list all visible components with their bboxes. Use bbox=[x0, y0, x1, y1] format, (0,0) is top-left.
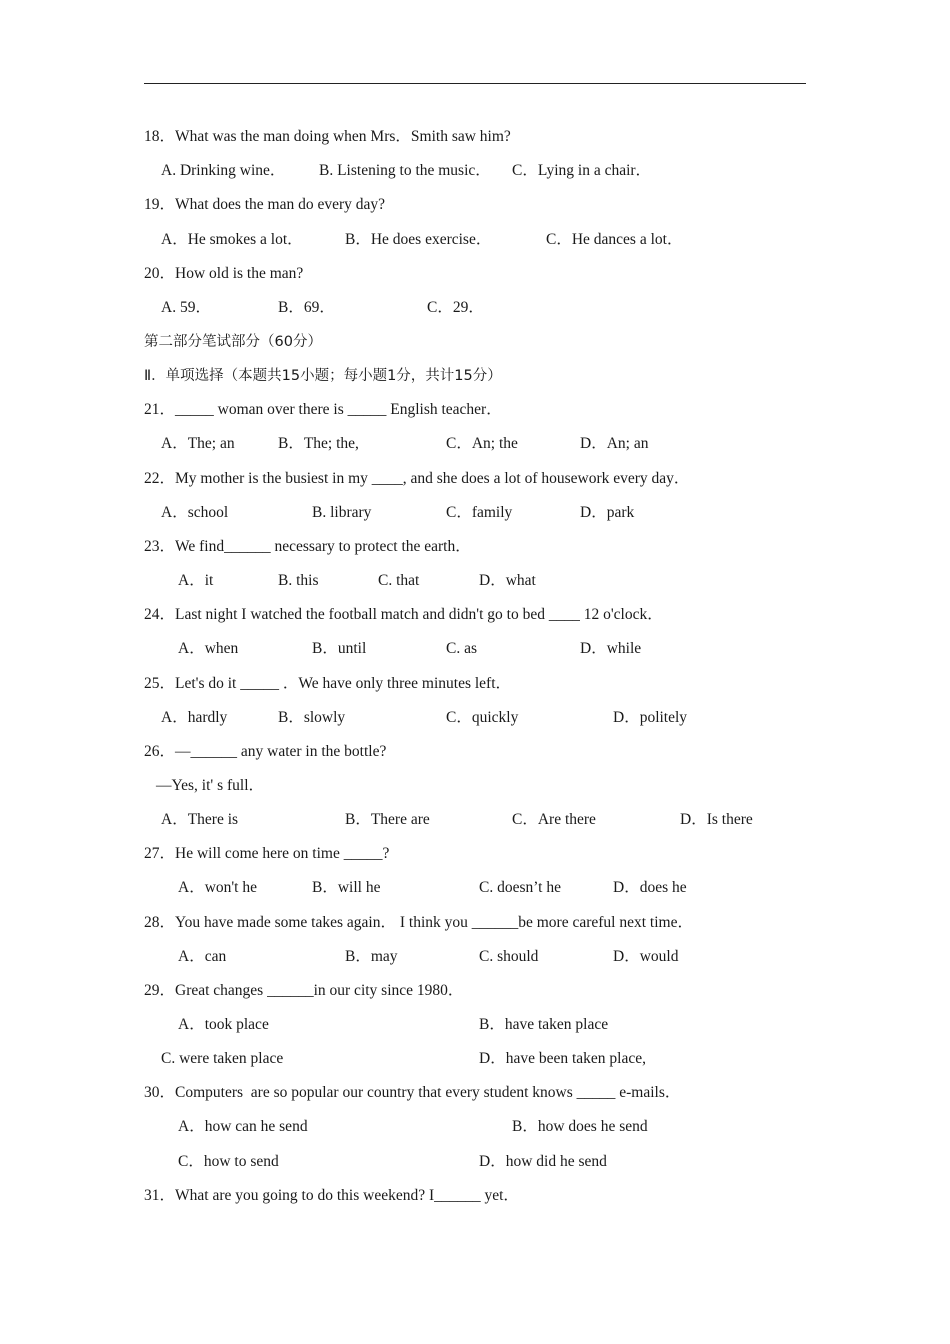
question-23-option-c: C. that bbox=[378, 572, 420, 589]
question-25-option-c: C．quickly bbox=[446, 709, 519, 726]
question-27-option-d: D．does he bbox=[613, 879, 687, 896]
section-subheading: Ⅱ．单项选择（本题共15小题；每小题1分，共计15分） bbox=[144, 368, 502, 384]
question-28-option-a: A．can bbox=[178, 948, 227, 965]
question-30-stem: 30．Computers are so popular our country that every student knows _____ e-mails． bbox=[144, 1084, 681, 1101]
question-29-option-a: A．took place bbox=[178, 1016, 269, 1033]
question-24-option-a: A．when bbox=[178, 640, 239, 657]
question-27-option-b: B．will he bbox=[312, 879, 381, 896]
question-20-option-b: B．69． bbox=[278, 299, 335, 316]
question-24-stem: 24．Last night I watched the football match and didn't go to bed ____ 12 o'clock． bbox=[144, 606, 663, 623]
question-19-option-b: B．He does exercise． bbox=[345, 231, 492, 248]
question-18-stem: 18．What was the man doing when Mrs．Smith saw him? bbox=[144, 128, 511, 145]
question-22-option-b: B. library bbox=[312, 504, 372, 521]
question-21-option-b: B．The; the, bbox=[278, 435, 359, 452]
question-28-option-b: B．may bbox=[345, 948, 398, 965]
question-26-option-a: A．There is bbox=[161, 811, 239, 828]
question-30-option-b: B．how does he send bbox=[512, 1118, 648, 1135]
question-24-option-c: C. as bbox=[446, 640, 477, 657]
question-26-reply: —Yes, it' s full． bbox=[156, 777, 265, 794]
question-26-option-d: D．Is there bbox=[680, 811, 753, 828]
question-30-option-a: A．how can he send bbox=[178, 1118, 308, 1135]
question-19-option-a: A．He smokes a lot． bbox=[161, 231, 303, 248]
question-29-stem: 29．Great changes ______in our city since 1980． bbox=[144, 982, 464, 999]
question-28-stem: 28．You have made some takes again． I think you ______be more careful next time． bbox=[144, 914, 693, 931]
question-29-option-d: D．have been taken place, bbox=[479, 1050, 646, 1067]
question-18-option-b: B. Listening to the music． bbox=[319, 162, 491, 179]
question-29-option-c: C. were taken place bbox=[161, 1050, 284, 1067]
question-22-option-c: C．family bbox=[446, 504, 513, 521]
question-22-stem: 22．My mother is the busiest in my ____, and she does a lot of housework every day． bbox=[144, 470, 690, 487]
question-29-option-b: B．have taken place bbox=[479, 1016, 609, 1033]
question-26-option-b: B．There are bbox=[345, 811, 430, 828]
question-23-stem: 23．We find______ necessary to protect the earth． bbox=[144, 538, 471, 555]
question-23-option-b: B. this bbox=[278, 572, 319, 589]
question-21-option-d: D．An; an bbox=[580, 435, 649, 452]
question-24-option-d: D．while bbox=[580, 640, 642, 657]
question-30-option-c: C．how to send bbox=[178, 1153, 279, 1170]
question-25-stem: 25．Let's do it _____ ．We have only three minutes left． bbox=[144, 675, 512, 692]
question-28-option-c: C. should bbox=[479, 948, 539, 965]
question-21-stem: 21．_____ woman over there is _____ English teacher． bbox=[144, 401, 502, 418]
question-27-option-a: A．won't he bbox=[178, 879, 257, 896]
question-28-option-d: D．would bbox=[613, 948, 679, 965]
question-18-option-c: C．Lying in a chair． bbox=[512, 162, 652, 179]
question-24-option-b: B．until bbox=[312, 640, 367, 657]
question-26-stem: 26．—______ any water in the bottle? bbox=[144, 743, 387, 760]
question-31-stem: 31．What are you going to do this weekend? I______ yet． bbox=[144, 1187, 519, 1204]
question-20-stem: 20．How old is the man? bbox=[144, 265, 304, 282]
question-25-option-a: A．hardly bbox=[161, 709, 228, 726]
question-27-stem: 27．He will come here on time _____? bbox=[144, 845, 390, 862]
question-25-option-b: B．slowly bbox=[278, 709, 346, 726]
question-20-option-a: A. 59． bbox=[161, 299, 211, 316]
question-30-option-d: D．how did he send bbox=[479, 1153, 607, 1170]
question-19-option-c: C．He dances a lot． bbox=[546, 231, 683, 248]
section-heading: 第二部分笔试部分（60分） bbox=[144, 334, 322, 350]
question-22-option-d: D．park bbox=[580, 504, 635, 521]
question-21-option-a: A．The; an bbox=[161, 435, 235, 452]
question-21-option-c: C．An; the bbox=[446, 435, 518, 452]
question-23-option-a: A．it bbox=[178, 572, 214, 589]
question-22-option-a: A．school bbox=[161, 504, 229, 521]
header-rule bbox=[144, 83, 806, 84]
question-19-stem: 19．What does the man do every day? bbox=[144, 196, 386, 213]
question-25-option-d: D．politely bbox=[613, 709, 688, 726]
question-18-option-a: A. Drinking wine． bbox=[161, 162, 286, 179]
question-27-option-c: C. doesn’t he bbox=[479, 879, 561, 896]
question-20-option-c: C．29． bbox=[427, 299, 484, 316]
question-23-option-d: D．what bbox=[479, 572, 536, 589]
question-26-option-c: C．Are there bbox=[512, 811, 596, 828]
